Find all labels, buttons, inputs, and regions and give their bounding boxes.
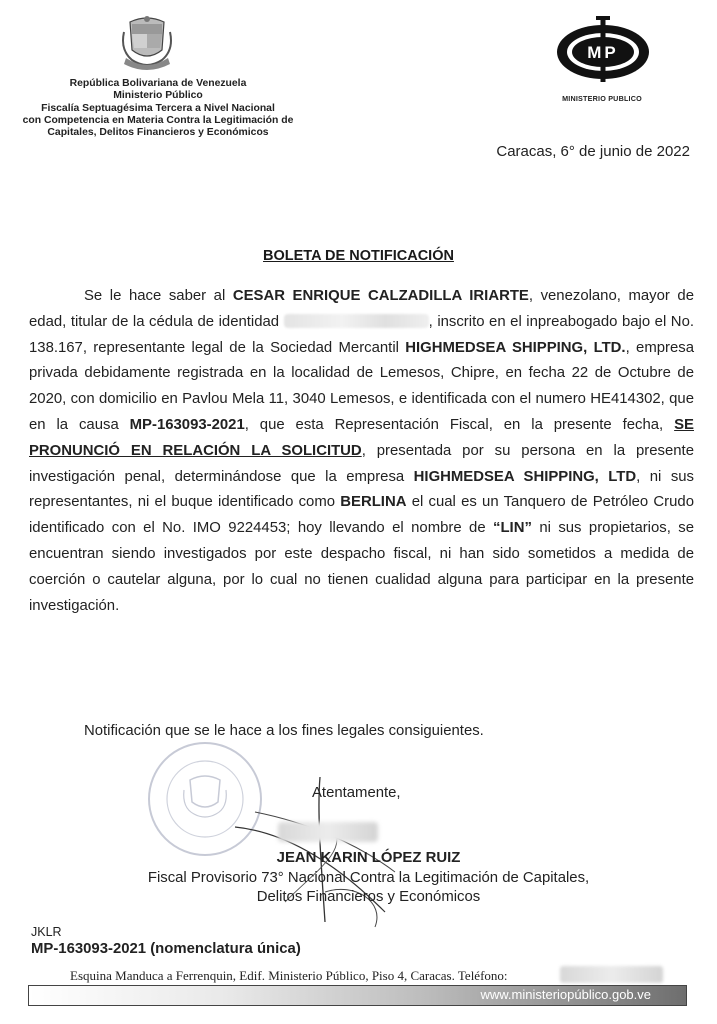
recipient-name: CESAR ENRIQUE CALZADILLA IRIARTE — [232, 288, 529, 304]
closing-statement: Notificación que se le hace a los fines legales consiguientes. — [84, 723, 484, 739]
vessel-name: BERLINA — [340, 494, 407, 511]
website-link[interactable]: www.ministeriopúblico.gob.ve — [480, 987, 651, 1002]
header-line: Capitales, Delitos Financieros y Económicos — [47, 127, 269, 139]
vessel-new-name: “LIN” — [493, 520, 532, 537]
document-title: BOLETA DE NOTIFICACIÓN — [263, 248, 454, 264]
header-line: Fiscalía Septuagésima Tercera a Nivel Nacional — [41, 102, 275, 114]
redacted-area — [278, 822, 378, 842]
signer-name: JEAN KARIN LÓPEZ RUIZ — [276, 850, 461, 866]
header-line: con Competencia en Materia Contra la Legitimación de — [22, 114, 294, 126]
coat-of-arms-icon — [118, 14, 176, 76]
signer-role: Fiscal Provisorio 73° Nacional Contra la Legitimación de Capitales, — [147, 870, 590, 886]
company-name: HIGHMEDSEA SHIPPING, LTD. — [405, 339, 626, 356]
header-line: Ministerio Público — [113, 90, 203, 102]
office-address: Esquina Manduca a Ferrenquin, Edif. Ministerio Público, Piso 4, Caracas. Teléfono: — [70, 968, 508, 983]
header-line: República Bolivariana de Venezuela — [69, 78, 247, 89]
company-name-2: HIGHMEDSEA SHIPPING, LTD — [413, 468, 637, 485]
redacted-phone — [560, 966, 663, 983]
signer-role-continued: Delitos Financieros y Económicos — [256, 889, 481, 905]
redacted-id-number — [284, 314, 429, 328]
farewell: Atentamente, — [312, 785, 401, 801]
reference-number: MP-163093-2021 (nomenclatura única) — [31, 941, 301, 957]
ruling-statement: SE PRONUNCIÓ EN RELACIÓN LA SOLICITUD — [29, 416, 694, 459]
logo-letters: MP — [587, 43, 619, 62]
issuing-authority — [8, 78, 308, 139]
body-paragraph: Se le hace saber al CESAR ENRIQUE CALZADILLA IRIARTE, venezolano, mayor de edad, titular de la cédula de identidad , inscrito en el inpreabogado bajo el No. 138.167, representante legal de la Sociedad Mercantil HIGHMEDSEA SHIPPING, LTD., empresa privada debidamente registrada en la localidad de Lemesos, Chipre, en fecha 22 de Octubre de 2020, con domicilio en Pavlou Mela 11, 3040 Lemesos, e identificada con el numero HE414302, que en la causa MP-163093-2021, que esta Representación Fiscal, en la presente fecha, SE PRONUNCIÓ EN RELACIÓN LA SOLICITUD, presentada por su persona en la presente investigación penal, determinándose que la empresa HIGHMEDSEA SHIPPING, LTD, ni sus representantes, ni el buque identificado como BERLINA el cual es un Tanquero de Petróleo Crudo identificado con el No. IMO 9224453; hoy llevando el nombre de “LIN” ni sus propietarios, se encuentran siendo investigados por este despacho fiscal, ni han sido sometidos a medida de coerción o cautelar alguna, por lo cual no tienen cualidad alguna para participar en la presente investigación. — [29, 288, 694, 614]
notification-body — [29, 284, 694, 619]
initials: JKLR — [31, 925, 62, 939]
ministerio-publico-logo-icon — [553, 14, 653, 84]
place-and-date: Caracas, 6° de junio de 2022 — [496, 143, 690, 160]
logo-caption: MINISTERIO PUBLICO — [562, 94, 642, 103]
case-number: MP-163093-2021 — [129, 416, 245, 433]
